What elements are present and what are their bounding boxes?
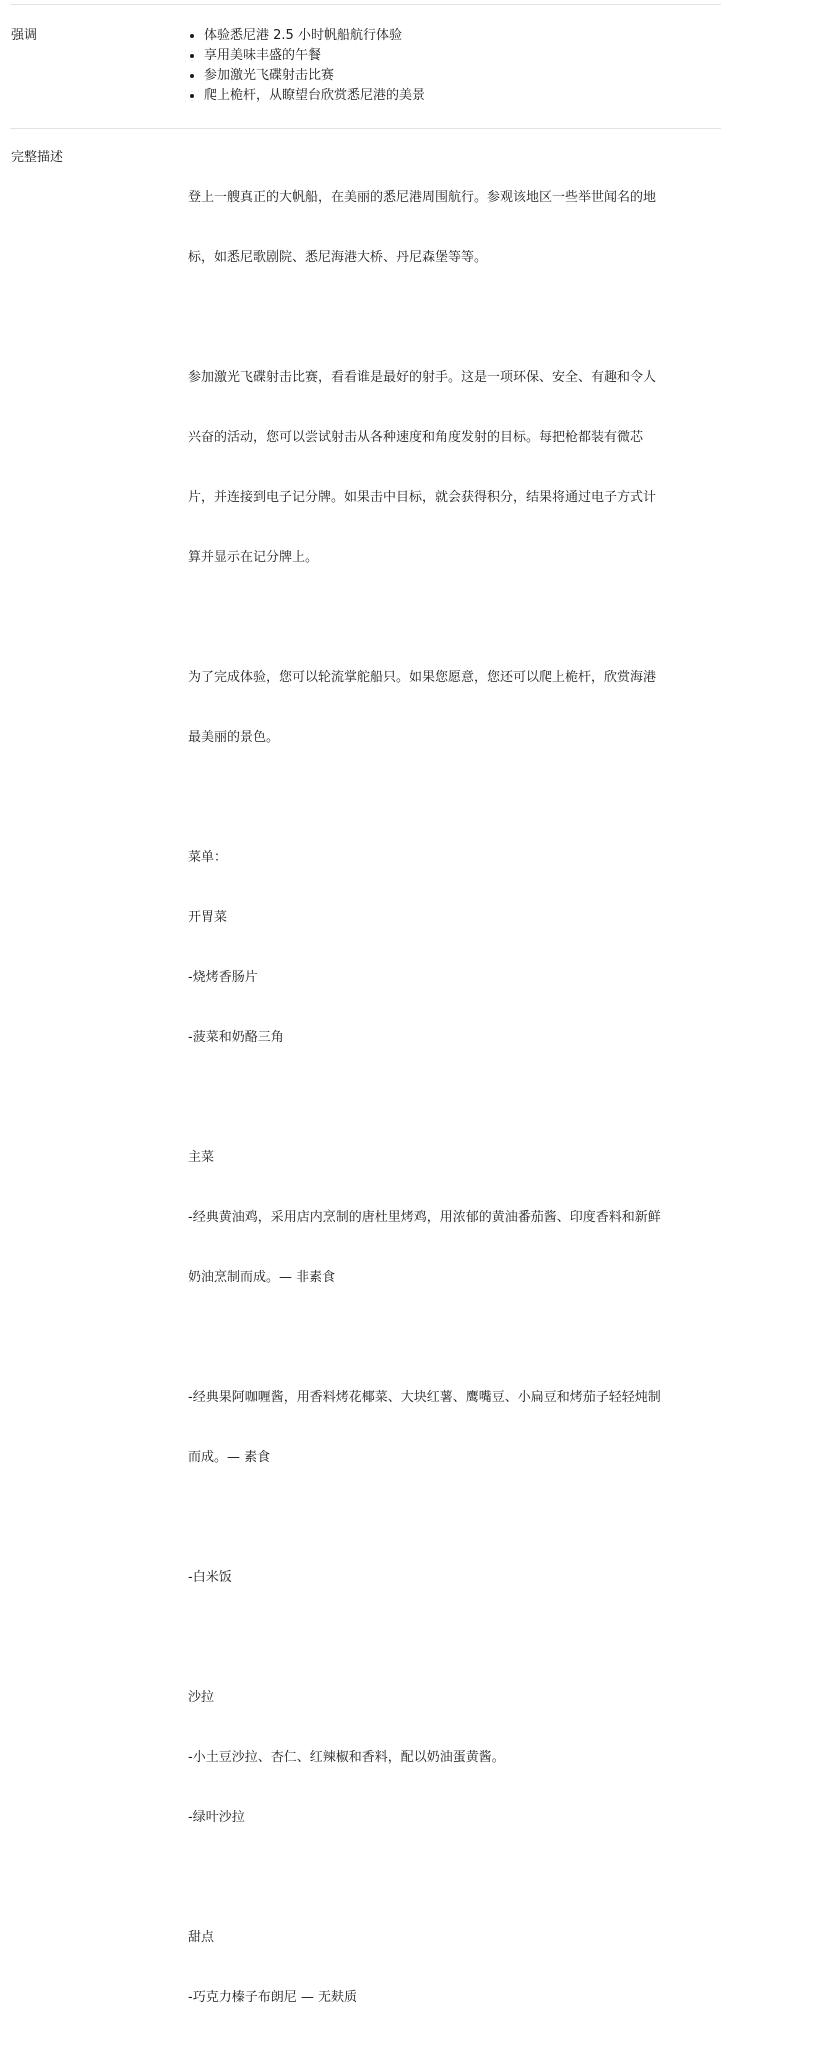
menu-rice — [188, 1528, 718, 1628]
highlight-item: • 爬上桅杆，从瞭望台欣赏悉尼港的美景 — [204, 86, 718, 106]
description-paragraph — [188, 628, 718, 788]
menu-section-title: 主菜 — [188, 1150, 215, 1165]
menu-title: 菜单： — [188, 850, 228, 865]
highlights-list — [188, 26, 718, 106]
description-line: 算并显示在记分牌上。 — [188, 550, 319, 565]
description-line: 兴奋的活动，您可以尝试射击从各种速度和角度发射的目标。每把枪都装有微芯 — [188, 430, 644, 445]
highlight-item: • 参加激光飞碟射击比赛 — [204, 66, 718, 86]
description-line: 最美丽的景色。 — [188, 730, 280, 745]
description-line: 标，如悉尼歌剧院、悉尼海港大桥、丹尼森堡等等。 — [188, 250, 488, 265]
menu-item: -小土豆沙拉、杏仁、红辣椒和香料，配以奶油蛋黄酱。 — [188, 1750, 505, 1765]
menu-mains-veg — [188, 1348, 718, 1508]
description-line: 登上一艘真正的大帆船，在美丽的悉尼港周围航行。参观该地区一些举世闻名的地 — [188, 190, 657, 205]
menu-item: 奶油烹制而成。— 非素食 — [188, 1270, 336, 1285]
menu-item: -白米饭 — [188, 1570, 232, 1585]
description-line: 片，并连接到电子记分牌。如果击中目标，就会获得积分，结果将通过电子方式计 — [188, 490, 657, 505]
menu-appetizers — [188, 808, 718, 1088]
menu-desserts — [188, 1888, 718, 2048]
highlights-content — [188, 26, 718, 106]
description-content — [188, 148, 718, 2068]
menu-item: -绿叶沙拉 — [188, 1810, 245, 1825]
description-line: 为了完成体验，您可以轮流掌舵船只。如果您愿意，您还可以爬上桅杆，欣赏海港 — [188, 670, 657, 685]
description-label: 完整描述 — [11, 150, 64, 165]
menu-section-title: 沙拉 — [188, 1690, 215, 1705]
description-paragraph — [188, 328, 718, 608]
menu-salads — [188, 1648, 718, 1868]
menu-section-title: 甜点 — [188, 1930, 215, 1945]
description-line: 参加激光飞碟射击比赛，看看谁是最好的射手。这是一项环保、安全、有趣和令人 — [188, 370, 657, 385]
highlight-item: • 体验悉尼港 2.5 小时帆船航行体验 — [204, 26, 718, 46]
highlights-label: 强调 — [11, 28, 38, 43]
menu-mains — [188, 1108, 718, 1328]
menu-item: -经典果阿咖喱酱，用香料烤花椰菜、大块红薯、鹰嘴豆、小扁豆和烤茄子轻轻炖制 — [188, 1390, 661, 1405]
menu-item: -烧烤香肠片 — [188, 970, 258, 985]
menu-section-title: 开胃菜 — [188, 910, 228, 925]
section-divider — [10, 128, 721, 129]
menu-item: -巧克力榛子布朗尼 — 无麸质 — [188, 1990, 357, 2005]
menu-item: 而成。— 素食 — [188, 1450, 271, 1465]
top-divider — [10, 4, 721, 5]
menu-item: -经典黄油鸡，采用店内烹制的唐杜里烤鸡，用浓郁的黄油番茄酱、印度香料和新鲜 — [188, 1210, 661, 1225]
description-paragraph — [188, 148, 718, 308]
highlight-item: • 享用美味丰盛的午餐 — [204, 46, 718, 66]
menu-item: -菠菜和奶酪三角 — [188, 1030, 284, 1045]
